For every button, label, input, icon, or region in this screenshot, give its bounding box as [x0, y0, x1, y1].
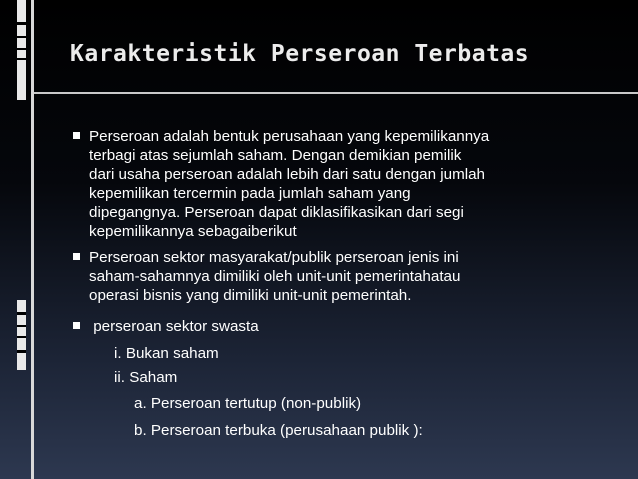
decoration-gap [17, 312, 26, 315]
sub-item-label: i. Bukan saham [114, 345, 219, 362]
bullet-text-line: kepemilikan tercermin pada jumlah saham yang [89, 185, 411, 202]
decoration-gap [17, 36, 26, 38]
bullet-text-line: Perseroan sektor masyarakat/publik perseroan jenis ini [89, 249, 459, 266]
bullet-text-line: terbagi atas sejumlah saham. Dengan demikian pemilik [89, 147, 462, 164]
title-underline [34, 92, 638, 94]
square-bullet-icon [73, 322, 80, 329]
bullet-text-line: saham-sahamnya dimiliki oleh unit-unit pemerintahatau [89, 268, 461, 285]
decoration-gap [17, 48, 26, 50]
bullet-text-line: Perseroan adalah bentuk perusahaan yang kepemilikannya [89, 128, 490, 145]
decoration-bar-bottom [17, 300, 26, 370]
bullet-text-line: operasi bisnis yang dimiliki unit-unit pemerintah. [89, 287, 412, 304]
decoration-bar-top [17, 0, 26, 100]
square-bullet-icon [73, 253, 80, 260]
sub-sub-item-label: a. Perseroan tertutup (non-publik) [134, 395, 362, 412]
sub-item-label: ii. Saham [114, 369, 178, 386]
sub-sub-item-label: b. Perseroan terbuka (perusahaan publik ): [134, 422, 423, 439]
decoration-gap [17, 58, 26, 60]
left-vertical-rule [31, 0, 34, 479]
bullet-text-line: perseroan sektor swasta [89, 318, 259, 335]
square-bullet-icon [73, 132, 80, 139]
slide-title: Karakteristik Perseroan Terbatas [70, 41, 530, 67]
decoration-gap [17, 336, 26, 338]
bullet-text-line: dari usaha perseroan adalah lebih dari satu dengan jumlah [89, 166, 485, 183]
decoration-gap [17, 350, 26, 353]
bullet-text-line: kepemilikannya sebagaiberikut [89, 223, 297, 240]
decoration-gap [17, 325, 26, 327]
bullet-text-line: dipegangnya. Perseroan dapat diklasifikasikan dari segi [89, 204, 464, 221]
decoration-gap [17, 22, 26, 25]
